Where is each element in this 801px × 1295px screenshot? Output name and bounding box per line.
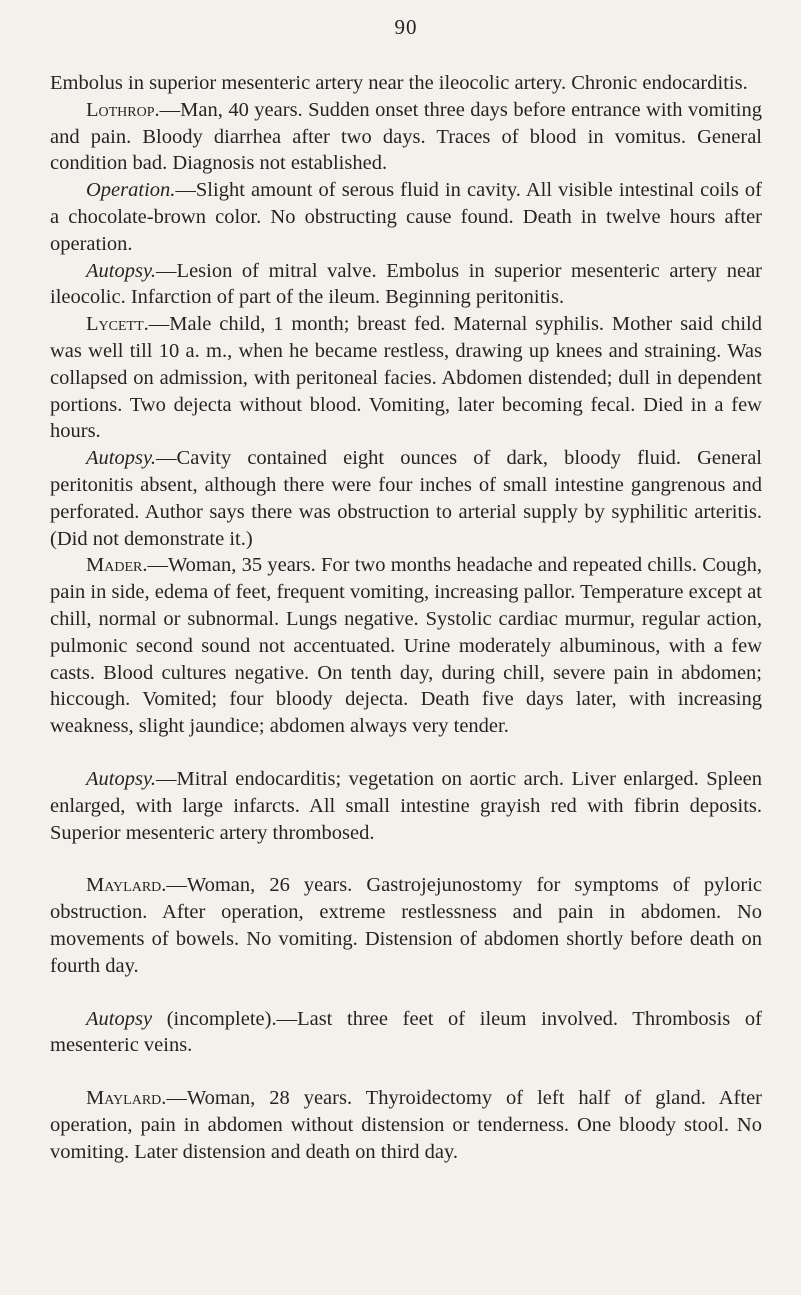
autopsy-lothrop — [50, 258, 762, 312]
case-mader — [50, 552, 762, 740]
section-text: —Cavity contained eight ounces of dark, bloody fluid. General peritonitis absent, although there were four inches of small intestine gangrenous and perforated. Author says there was obstruction to arterial supply by syphilitic arteritis. (Did not demonstrate it.) — [50, 447, 762, 550]
document-page — [50, 0, 762, 1165]
section-heading: Autopsy. — [86, 767, 157, 790]
section-text: (incomplete).—Last three feet of ileum involved. Thrombosis of mesenteric veins. — [50, 1007, 762, 1057]
case-name: Lycett — [86, 313, 144, 336]
operation-lothrop — [50, 177, 762, 257]
paragraph-text: Embolus in superior mesenteric artery near the ileocolic artery. Chronic endocarditis. — [50, 72, 748, 94]
section-heading: Autopsy — [86, 1007, 153, 1030]
case-maylard-2 — [50, 1085, 762, 1165]
case-text: .—Man, 40 years. Sudden onset three days before entrance with vomiting and pain. Bloody diarrhea after two days. Traces of blood in vomitus. General condition bad. Diagnosis not established. — [50, 98, 762, 175]
autopsy-lycett — [50, 445, 762, 552]
page-number: 90 — [394, 15, 418, 39]
case-name: Mader — [86, 554, 143, 577]
case-maylard-1 — [50, 872, 762, 979]
section-heading: Operation. — [86, 179, 176, 202]
case-text: .—Woman, 28 years. Thyroidectomy of left half of gland. After operation, pain in abdomen without distension or tenderness. One bloody stool. No vomiting. Later distension and death on third day. — [50, 1087, 762, 1163]
paragraph-embolus — [50, 70, 762, 97]
section-text: —Slight amount of serous fluid in cavity. All visible intestinal coils of a chocolate-brown color. No obstructing cause found. Death in twelve hours after operation. — [50, 179, 762, 255]
case-text: .—Male child, 1 month; breast fed. Maternal syphilis. Mother said child was well till 10 a. m., when he became restless, drawing up knees and straining. Was collapsed on admission, with peritoneal facies. Abdomen distended; dull in dependent portions. Two dejecta without blood. Vomiting, later becoming fecal. Died in a few hours. — [50, 313, 762, 443]
autopsy-mader — [50, 766, 762, 846]
case-lycett — [50, 311, 762, 445]
body-text — [50, 70, 762, 1165]
case-name: Lothrop — [86, 98, 155, 121]
case-text: .—Woman, 26 years. Gastrojejunostomy for symptoms of pyloric obstruction. After operation, extreme restlessness and pain in abdomen. No movements of bowels. No vomiting. Distension of abdomen shortly before death on fourth day. — [50, 874, 762, 977]
case-name: Maylard — [86, 874, 162, 897]
section-text: —Lesion of mitral valve. Embolus in superior mesenteric artery near ileocolic. Infarction of part of the ileum. Beginning peritonitis. — [50, 259, 762, 309]
section-text: —Mitral endocarditis; vegetation on aortic arch. Liver enlarged. Spleen enlarged, with large infarcts. All small intestine grayish red with fibrin deposits. Superior mesenteric artery thrombosed. — [50, 767, 762, 844]
autopsy-maylard-1 — [50, 1006, 762, 1060]
section-heading: Autopsy. — [86, 259, 157, 282]
case-lothrop — [50, 97, 762, 177]
section-heading: Autopsy. — [86, 447, 157, 470]
case-name: Maylard — [86, 1087, 162, 1110]
case-text: .—Woman, 35 years. For two months headache and repeated chills. Cough, pain in side, edema of feet, frequent vomiting, increasing pallor. Temperature except at chill, normal or subnormal. Lungs negative. Systolic cardiac murmur, regular action, pulmonic second sound not accentuated. Urine moderately albuminous, with a few casts. Blood cultures negative. On tenth day, during chill, severe pain in abdomen; hiccough. Vomited; four bloody dejecta. Death five days later, with increasing weakness, slight jaundice; abdomen always very tender. — [50, 554, 763, 738]
